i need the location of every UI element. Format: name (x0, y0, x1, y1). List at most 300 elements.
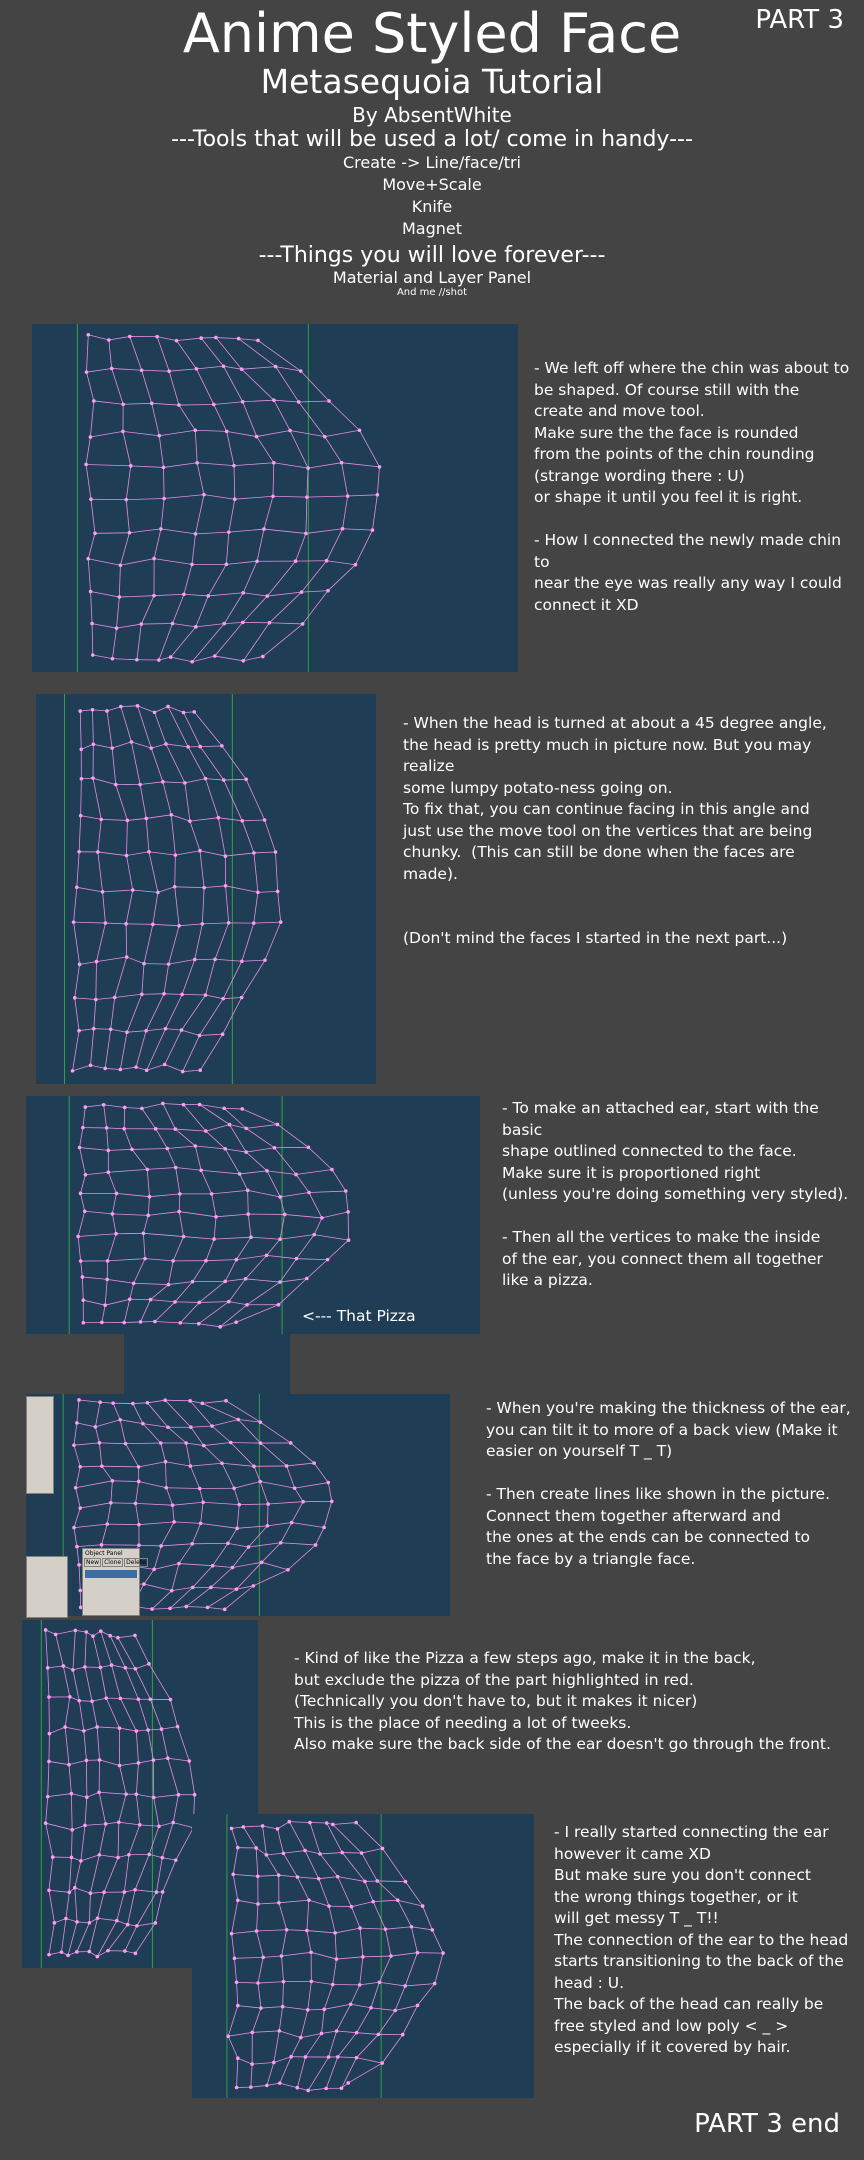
mesh-edge (218, 818, 225, 856)
mesh-edge (196, 624, 224, 627)
mesh-vertex (141, 1422, 145, 1426)
mesh-vertex (279, 1541, 283, 1545)
mesh-vertex (249, 2085, 253, 2089)
mesh-vertex (349, 2002, 353, 2006)
mesh-vertex (324, 2087, 328, 2091)
mesh-vertex (79, 1192, 83, 1196)
mesh-edge (110, 1636, 125, 1668)
mesh-edge (68, 1922, 77, 1956)
mesh-vertex (74, 1629, 78, 1633)
mesh-edge (80, 1148, 109, 1151)
mesh-vertex (378, 1980, 382, 1984)
mesh-vertex (116, 1636, 120, 1640)
mesh-edge (200, 1104, 225, 1108)
mesh-edge (105, 923, 126, 924)
mesh-edge (91, 592, 120, 598)
mesh-edge (166, 1488, 172, 1505)
mesh-edge (139, 1545, 161, 1546)
mesh-edge (208, 564, 226, 596)
mesh-edge (327, 1823, 343, 1853)
mesh-edge (112, 742, 131, 748)
mesh-edge (325, 437, 342, 463)
mesh-vertex (124, 1666, 128, 1670)
mesh-edge (96, 997, 115, 999)
mesh-edge (112, 368, 124, 404)
mesh-vertex (191, 1586, 195, 1590)
mesh-vertex (350, 1905, 354, 1909)
mesh-vertex (263, 818, 267, 822)
mesh-edge (200, 1489, 203, 1503)
mesh-vertex (226, 2034, 230, 2038)
mesh-edge (95, 1420, 120, 1427)
mesh-vertex (75, 1545, 79, 1549)
mesh-edge (269, 592, 301, 623)
mesh-vertex (241, 659, 245, 663)
mesh-edge (142, 370, 152, 403)
mesh-edge (226, 886, 229, 923)
mesh-vertex (240, 819, 244, 823)
mesh-edge (360, 1982, 380, 1985)
mesh-edge (147, 1168, 175, 1170)
mesh-vertex (91, 1634, 95, 1638)
mesh-edge (226, 1401, 260, 1422)
mesh-vertex (78, 1465, 82, 1469)
mesh-edge (85, 1632, 86, 1667)
mesh-edge (200, 851, 225, 856)
mesh-vertex (77, 1699, 81, 1703)
mesh-edge (182, 959, 195, 994)
mesh-vertex (278, 1280, 282, 1284)
mesh-vertex (222, 1107, 226, 1111)
mesh-vertex (129, 464, 133, 468)
mesh-edge (147, 1169, 149, 1196)
mesh-edge (134, 1283, 169, 1284)
mesh-edge (73, 1667, 85, 1670)
mesh-vertex (126, 1923, 130, 1927)
mesh-edge (135, 1669, 150, 1699)
mesh-vertex (119, 563, 123, 567)
mesh-edge (243, 596, 267, 622)
mesh-vertex (118, 595, 122, 599)
mesh-edge (120, 1420, 143, 1424)
mesh-vertex (115, 1192, 119, 1196)
mesh-edge (229, 499, 235, 532)
mesh-edge (192, 534, 196, 565)
mesh-edge (93, 1636, 101, 1667)
mesh-vertex (84, 1630, 88, 1634)
mesh-vertices (226, 1820, 444, 2092)
mesh-edge (119, 1794, 126, 1822)
mesh-edge (202, 1401, 226, 1404)
mesh-vertex (77, 1563, 81, 1567)
mesh-vertex (224, 884, 228, 888)
object-panel-new-button[interactable]: New (86, 1559, 100, 1566)
mesh-edge (224, 780, 242, 821)
layer-panel-fragment[interactable] (26, 1556, 68, 1618)
mesh-edge (136, 1763, 138, 1794)
mesh-edge (184, 1105, 206, 1131)
mesh-edge (48, 1794, 72, 1797)
mesh-edge (236, 1237, 251, 1259)
mesh-vertex (171, 622, 175, 626)
mesh-vertex (222, 622, 226, 626)
mesh-vertex (152, 557, 156, 561)
mesh-vertex (296, 1875, 300, 1879)
mesh-edge (233, 1848, 238, 1875)
mesh-edge (309, 1191, 346, 1192)
mesh-vertex (90, 622, 94, 626)
mesh-edge (147, 1400, 165, 1403)
mesh-edge (171, 815, 175, 855)
mesh-edge (356, 2034, 378, 2057)
mesh-edge (371, 1982, 379, 2008)
mesh-edge (371, 2008, 395, 2011)
mesh-vertex (111, 1212, 115, 1216)
mesh-edge (335, 1928, 360, 1933)
mesh-vertex (44, 1628, 48, 1632)
mesh-edge (127, 1031, 146, 1032)
mesh-vertex (128, 335, 132, 339)
mesh-vertex (186, 745, 190, 749)
end-label: PART 3 end (694, 2109, 840, 2139)
mesh-edge (199, 999, 223, 1036)
mesh-vertex (256, 339, 260, 343)
mesh-edge (175, 1129, 206, 1131)
mesh-edge (155, 1322, 180, 1323)
mesh-vertex (99, 1666, 103, 1670)
mesh-edge (297, 1877, 308, 1900)
mesh-vertex (258, 1480, 262, 1484)
mesh-edge (162, 1729, 168, 1758)
mesh-edge (84, 1727, 97, 1731)
mesh-edge (242, 960, 265, 961)
mesh-vertex (213, 654, 217, 658)
mesh-edges (86, 335, 379, 662)
author-credit: By AbsentWhite (352, 103, 512, 127)
mesh-edge (164, 964, 169, 994)
mesh-vertex (105, 1278, 109, 1282)
mesh-vertex (121, 430, 125, 434)
mesh-vertex (182, 592, 186, 596)
mesh-vertex (77, 850, 81, 854)
mesh-vertex (225, 563, 229, 567)
mesh-edge (227, 431, 234, 465)
mesh-edge (102, 1466, 139, 1467)
mesh-edge (69, 1857, 71, 1892)
mesh-vertex (83, 1105, 87, 1109)
mesh-edge (204, 1442, 231, 1445)
wireframe-ear-outline (26, 1096, 480, 1334)
mesh-vertex (421, 1904, 425, 1908)
mesh-edge (184, 712, 201, 746)
mesh-vertex (181, 1070, 185, 1074)
mesh-edge (112, 659, 136, 660)
mesh-vertex (166, 1756, 170, 1760)
mesh-vertex (262, 527, 266, 531)
mesh-vertex (210, 1192, 214, 1196)
mesh-edge (165, 1064, 183, 1071)
mesh-edge (382, 2035, 403, 2064)
mesh-edge (145, 1259, 173, 1261)
mesh-vertex (277, 1303, 281, 1307)
mesh-edge (251, 2064, 252, 2087)
mesh-vertex (232, 464, 236, 468)
mesh-edge (86, 335, 88, 372)
mesh-vertex (128, 531, 132, 535)
mesh-edge (185, 779, 206, 783)
mesh-edge (123, 431, 159, 435)
mesh-edge (211, 1587, 236, 1589)
mesh-edge (338, 2057, 357, 2058)
mesh-vertex (119, 705, 123, 709)
mesh-edge (423, 1906, 433, 1930)
mesh-edge (98, 819, 101, 852)
mesh-edge (267, 592, 301, 596)
mesh-vertex (201, 1500, 205, 1504)
mesh-edge (121, 706, 138, 707)
mesh-vertex (210, 1424, 214, 1428)
mesh-edge (126, 924, 127, 957)
mesh-vertex (360, 1851, 364, 1855)
mesh-edge (135, 1854, 149, 1889)
mesh-vertex (341, 527, 345, 531)
mesh-edge (267, 2062, 274, 2085)
mesh-edge (123, 403, 152, 404)
mesh-edge (276, 367, 299, 402)
mesh-edge (120, 1763, 139, 1766)
mesh-edge (143, 1215, 148, 1233)
mesh-edge (86, 437, 90, 464)
mesh-edge (301, 371, 329, 401)
mesh-edge (120, 1698, 138, 1699)
mesh-vertex (139, 1320, 143, 1324)
mesh-vertex (77, 1029, 81, 1033)
mesh-edge (184, 594, 208, 596)
material-panel-fragment[interactable] (26, 1396, 54, 1494)
mesh-edge (159, 430, 195, 435)
mesh-vertex (256, 1874, 260, 1878)
mesh-edge (237, 2058, 238, 2087)
mesh-edge (112, 628, 116, 658)
mesh-edge (395, 1986, 405, 2011)
mesh-vertex (162, 497, 166, 501)
mesh-edge (92, 624, 93, 655)
mesh-edge (296, 1170, 332, 1175)
mesh-edges (228, 1822, 443, 2091)
mesh-vertex (81, 1298, 85, 1302)
mesh-edge (232, 1828, 238, 1847)
mesh-edge (131, 742, 140, 785)
mesh-edge (280, 1193, 309, 1197)
mesh-edge (319, 1877, 338, 1879)
mesh-edge (136, 1731, 138, 1763)
mesh-edge (117, 624, 142, 628)
mesh-vertex (204, 993, 208, 997)
mesh-edge (133, 1403, 147, 1404)
mesh-edge (77, 852, 79, 888)
mesh-vertex (241, 400, 245, 404)
mesh-edge (348, 495, 378, 496)
mesh-vertex (104, 1696, 108, 1700)
mesh-edge (234, 466, 235, 500)
mesh-edge (154, 529, 161, 559)
mesh-edge (146, 994, 164, 1031)
mesh-edge (243, 561, 257, 593)
wireframe-ear-connection (192, 1814, 534, 2098)
mesh-edge (274, 2031, 279, 2063)
mesh-edge (139, 1462, 166, 1467)
mesh-edge (261, 2007, 283, 2008)
mesh-vertex (289, 2055, 293, 2059)
mesh-edge (176, 1828, 194, 1860)
mesh-edge (222, 1463, 234, 1488)
mesh-vertex (361, 1955, 365, 1959)
mesh-vertex (240, 959, 244, 963)
mesh-edge (214, 404, 227, 431)
mesh-vertex (252, 851, 256, 855)
mesh-vertex (293, 1486, 297, 1490)
mesh-vertex (204, 777, 208, 781)
mesh-edge (296, 1235, 314, 1259)
mesh-edge (80, 711, 81, 749)
mesh-vertex (331, 1983, 335, 1987)
mesh-edge (101, 1524, 107, 1545)
mesh-edge (266, 1855, 278, 1875)
mesh-vertex (331, 1823, 335, 1827)
mesh-edge (140, 1825, 159, 1826)
mesh-vertex (152, 1758, 156, 1762)
mesh-edge (254, 853, 258, 892)
mesh-edge (105, 1029, 110, 1068)
object-panel-delete-button[interactable]: Delete (126, 1559, 146, 1566)
mesh-vertex (320, 2032, 324, 2036)
mesh-edge (162, 1858, 175, 1861)
mesh-edge (120, 1032, 127, 1069)
mesh-edge (120, 533, 129, 565)
mesh-vertex (47, 1760, 51, 1764)
mesh-edge (186, 1443, 190, 1466)
mesh-vertex (193, 958, 197, 962)
mesh-edge (99, 1792, 106, 1824)
mesh-edge (279, 1900, 309, 1903)
mesh-edge (124, 1299, 130, 1322)
mesh-edge (324, 1501, 332, 1527)
mesh-vertex (93, 532, 97, 536)
mesh-edge (240, 1174, 248, 1190)
mesh-vertex (147, 850, 151, 854)
mesh-edge (88, 559, 90, 592)
mesh-edge (191, 1426, 212, 1427)
mesh-vertex (46, 1795, 50, 1799)
mesh-edge (168, 1427, 186, 1443)
mesh-vertex (82, 1729, 86, 1733)
mesh-edge (168, 1758, 179, 1794)
mesh-edge (196, 366, 223, 369)
mesh-edge (262, 1562, 288, 1569)
mesh-edge (299, 401, 329, 402)
mesh-edge (324, 2004, 350, 2009)
mesh-vertex (188, 1399, 192, 1403)
mesh-edge (112, 1481, 138, 1482)
mesh-edge (199, 1281, 225, 1302)
mesh-vertex (94, 998, 98, 1002)
mesh-edge (75, 1888, 91, 1893)
mesh-edge (316, 1527, 324, 1544)
mesh-edge (292, 1502, 303, 1523)
mesh-vertex (335, 2029, 339, 2033)
mesh-vertex (134, 1502, 138, 1506)
mesh-edge (175, 1282, 193, 1302)
mesh-vertex (140, 368, 144, 372)
mesh-vertex (199, 1168, 203, 1172)
mesh-vertex (240, 1107, 244, 1111)
mesh-edge (242, 820, 264, 821)
mesh-vertex (184, 1605, 188, 1609)
mesh-edge (362, 1853, 378, 1881)
mesh-vertex (61, 1664, 65, 1668)
mesh-edge (146, 815, 171, 819)
mesh-vertex (111, 1401, 115, 1405)
mesh-vertex (178, 1321, 182, 1325)
mesh-edge (81, 1193, 85, 1211)
mesh-vertex (201, 922, 205, 926)
mesh-edge (161, 1443, 166, 1462)
mesh-vertex (137, 1480, 141, 1484)
mesh-edge (141, 1300, 151, 1322)
mesh-edge (182, 1030, 200, 1035)
mesh-edge (240, 1171, 267, 1174)
mesh-edge (171, 815, 190, 821)
mesh-vertex (232, 1486, 236, 1490)
mesh-vertex (152, 594, 156, 598)
mesh-edge (195, 495, 203, 534)
mesh-vertex (140, 1107, 144, 1111)
mesh-edge (215, 959, 242, 961)
mesh-edge (253, 1570, 288, 1586)
object-panel-selected-row[interactable] (85, 1570, 137, 1578)
mesh-edge (229, 529, 264, 532)
mesh-edge (73, 1065, 91, 1071)
mesh-vertex (227, 530, 231, 534)
object-panel-clone-button[interactable]: Clone (104, 1559, 122, 1566)
mesh-edge (138, 1760, 153, 1763)
mesh-edge (252, 2062, 274, 2064)
mesh-vertex (145, 1168, 149, 1172)
object-panel[interactable] (82, 1548, 146, 1616)
mesh-vertex (277, 2029, 281, 2033)
mesh-edge (137, 1892, 157, 1926)
mesh-vertex (304, 2055, 308, 2059)
mesh-edge (146, 1029, 165, 1031)
mesh-edge (157, 337, 176, 341)
mesh-edge (83, 1300, 105, 1305)
mesh-edge (131, 742, 151, 748)
mesh-edge (329, 2031, 337, 2057)
mesh-edge (108, 1259, 145, 1261)
mesh-edge (121, 707, 132, 742)
mesh-edge (357, 2033, 379, 2035)
mesh-edge (100, 1667, 106, 1698)
mesh-vertex (330, 1500, 334, 1504)
mesh-vertex (82, 1321, 86, 1325)
mesh-vertex (100, 1464, 104, 1468)
mesh-edge (124, 1129, 132, 1150)
mesh-edge (164, 463, 198, 468)
mesh-vertex (98, 1400, 102, 1404)
mesh-edge (98, 1918, 117, 1920)
mesh-vertex (403, 1984, 407, 1988)
mesh-edge (227, 431, 257, 436)
